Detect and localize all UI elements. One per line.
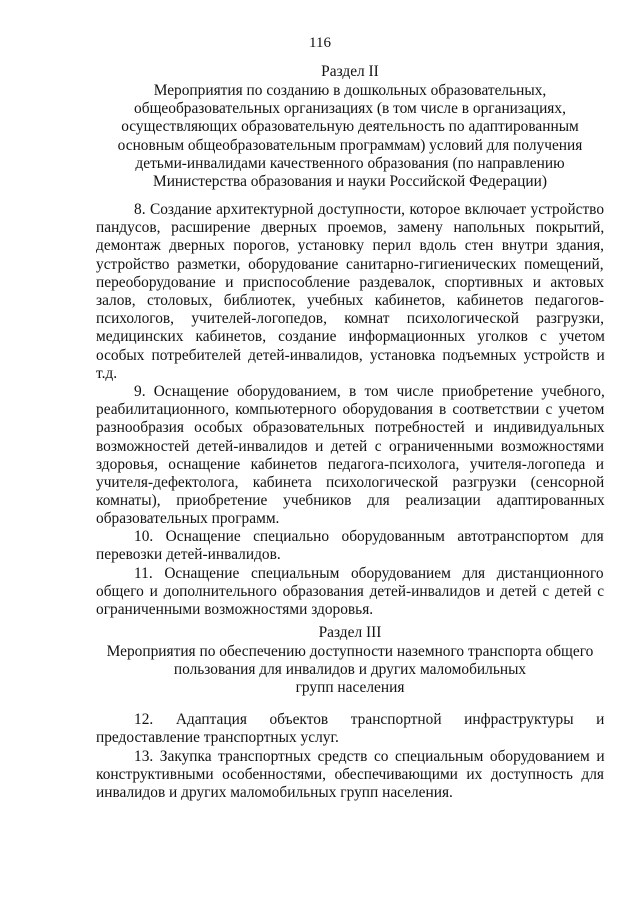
- paragraph-line: конструктивными особенностями, обеспечивающими их доступность для: [96, 766, 604, 784]
- paragraph-line: 10. Оснащение специально оборудованным автотранспортом для: [134, 528, 604, 545]
- paragraph-8: [96, 201, 604, 383]
- paragraph-line: пандусов, расширение дверных проемов, замену напольных покрытий,: [96, 219, 605, 237]
- paragraph-line: реабилитационного, компьютерного оборудования в соответствии с учетом: [96, 401, 605, 419]
- paragraph-line: 9. Оснащение оборудованием, в том числе приобретение учебного,: [134, 383, 605, 400]
- section-3-title: Раздел III: [318, 624, 382, 641]
- paragraph-line: учителя-дефектолога, кабинета психологической разгрузки (сенсорной: [96, 474, 605, 492]
- page-number: 116: [309, 35, 331, 51]
- paragraph-line: медицинских кабинетов, создание информационных уголков с учетом: [96, 328, 605, 346]
- paragraph-line: особых потребителей детей-инвалидов, установка подъемных устройств и: [96, 346, 605, 364]
- paragraph-9: [96, 383, 604, 529]
- paragraph-line: 11. Оснащение специальным оборудованием для дистанционного: [134, 565, 604, 582]
- paragraph-line: перевозки детей-инвалидов.: [96, 546, 281, 564]
- section-3-heading-line: Мероприятия по обеспечению доступности наземного транспорта общего: [106, 643, 594, 660]
- section-3-heading: [100, 643, 600, 698]
- section-3-heading-line: групп населения: [295, 679, 405, 697]
- paragraph-line: переоборудование и приспособление раздевалок, спортивных и актовых: [96, 273, 605, 291]
- section-2-heading-line: детьми-инвалидами качественного образования (по направлению: [135, 154, 565, 172]
- paragraph-line: 13. Закупка транспортных средств со специальным оборудованием и: [134, 748, 605, 765]
- paragraph-line: т.д.: [96, 364, 118, 382]
- section-2-heading-line: основным общеобразовательным программам) условий для получения: [117, 136, 583, 154]
- section-2-heading-line: осуществляющих образовательную деятельность по адаптированным: [121, 118, 579, 136]
- section-2-heading-line: Министерства образования и науки Российской Федерации): [153, 173, 547, 191]
- paragraph-line: залов, столовых, библиотек, учебных кабинетов, кабинетов педагогов-: [96, 292, 604, 310]
- paragraph-line: 8. Создание архитектурной доступности, которое включает устройство: [134, 201, 605, 218]
- paragraph-line: 12. Адаптация объектов транспортной инфраструктуры и: [134, 711, 605, 728]
- paragraph-line: психологов, учителей-логопедов, комнат психологической разгрузки,: [96, 310, 604, 328]
- paragraph-line: разнообразия особых образовательных потребностей и индивидуальных: [96, 419, 605, 437]
- paragraph-line: устройство разметки, оборудование санитарно-гигиенических помещений,: [96, 255, 604, 273]
- paragraph-line: предоставление транспортных услуг.: [96, 729, 339, 747]
- section-2-title: Раздел II: [321, 63, 379, 80]
- paragraph-line: ограниченными возможностями здоровья.: [96, 601, 374, 619]
- section-2-heading: [100, 82, 600, 191]
- section-2-heading-line: Мероприятия по созданию в дошкольных образовательных,: [153, 82, 547, 99]
- paragraph-line: демонтаж дверных порогов, установку перил вдоль стен внутри здания,: [96, 237, 605, 255]
- paragraph-line: комнаты), приобретение учебников для реализации адаптированных: [96, 492, 605, 510]
- paragraph-12: [96, 711, 604, 747]
- paragraph-line: общего и дополнительного образования детей-инвалидов и детей с детей с: [96, 583, 605, 601]
- paragraph-line: возможностей детей-инвалидов и детей с ограниченными возможностями: [96, 437, 605, 455]
- paragraph-line: инвалидов и других маломобильных групп населения.: [96, 784, 453, 802]
- paragraph-line: здоровья, оснащение кабинетов педагога-психолога, учителя-логопеда и: [96, 455, 604, 473]
- paragraph-10: [96, 528, 604, 564]
- section-2-heading-line: общеобразовательных организациях (в том числе в организациях,: [134, 100, 566, 118]
- paragraph-13: [96, 748, 604, 803]
- section-3-heading-line: пользования для инвалидов и других маломобильных: [173, 661, 527, 679]
- paragraph-11: [96, 565, 604, 620]
- paragraph-line: образовательных программ.: [96, 510, 280, 528]
